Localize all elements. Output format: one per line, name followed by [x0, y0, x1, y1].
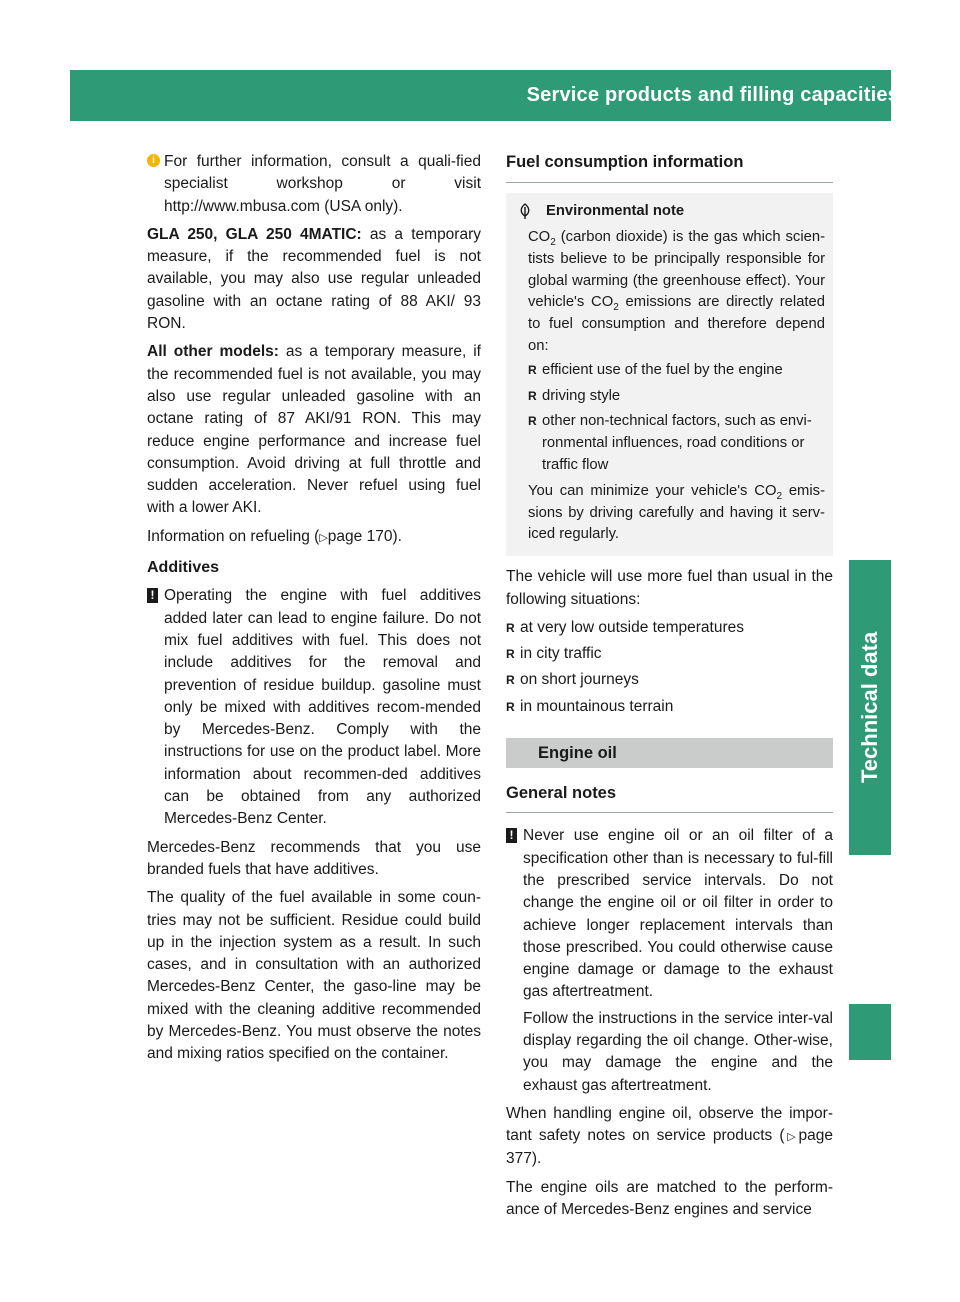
side-tab-label: Technical data: [857, 631, 882, 784]
paragraph-branded-fuels: Mercedes-Benz recommends that you use branded fuels that have additives.: [147, 838, 481, 878]
environmental-note-heading: [546, 201, 825, 223]
side-marker: [849, 1004, 891, 1060]
paragraph-other-models: [147, 341, 481, 519]
paragraph-fuel-quality: The quality of the fuel available in some coun-tries may not be sufficient. Residue could build up in the injection system as a result. In such cases, and in consultation with an authorized Mercedes-Benz Center, the gaso-line may be mixed with the cleaning additive recommended by Mercedes-Benz. You must observe the notes and mixing ratios specified on the container.: [147, 889, 481, 1063]
environmental-note-title: Environmental note: [546, 203, 685, 220]
refueling-text: Information on refueling (: [147, 527, 320, 545]
list-item: R other non-technical factors, such as envi-ronmental influences, road conditions or traffic flow: [528, 411, 825, 476]
list-item: R in mountainous terrain: [506, 696, 833, 718]
info-note: [147, 151, 481, 218]
service-products-page-link[interactable]: page 377).: [506, 1127, 833, 1168]
triangle-right-icon: ▷: [319, 531, 328, 544]
left-column: [147, 151, 481, 1072]
paragraph-more-fuel: The vehicle will use more fuel than usual in the following situations:: [506, 568, 833, 608]
leaf-icon: [516, 202, 534, 220]
warning-icon: !: [147, 588, 158, 603]
co2-subscript-2: 2: [613, 302, 619, 314]
additives-warning: [147, 585, 481, 830]
minimize-text: You can minimize your vehicle's CO: [528, 482, 777, 499]
additives-heading: Additives: [147, 559, 220, 577]
co2-text: CO: [528, 229, 551, 246]
list-item: R efficient use of the fuel by the engine: [528, 360, 825, 382]
general-notes-heading: General notes: [506, 782, 833, 813]
list-item: R at very low outside temperatures: [506, 617, 833, 639]
gla-label: GLA 250, GLA 250 4MATIC:: [147, 225, 362, 243]
engine-oil-warning-text-2: Follow the instructions in the service inter-val display regarding the oil change. Other-wise, you may damage the engine and the exhaust gas aftertreatment.: [523, 1009, 833, 1094]
situations-list: [506, 617, 833, 718]
env-paragraph-minimize: [528, 481, 825, 546]
gla-text: as a temporary measure, if the recommended fuel is not available, you may also use regular unleaded gasoline with an octane rating of 88 AKI/ 93 RON.: [147, 225, 481, 333]
paragraph-engine-oils: The engine oils are matched to the perform-ance of Mercedes-Benz engines and service: [506, 1178, 833, 1219]
fuel-consumption-heading: Fuel consumption information: [506, 151, 833, 183]
header-bar: [70, 70, 944, 121]
co2-text-2: (carbon dioxide) is the gas which scien-tists believe to be principally responsible for global warming (the greenhouse effect). Your vehicle's CO: [528, 229, 825, 311]
page-number: 379: [910, 84, 944, 106]
other-models-text: as a temporary measure, if the recommended fuel is not available, you may also use regular unleaded gasoline with an octane rating of 87 AKI/91 RON. This may reduce engine performance and increase fuel consumption. Avoid driving at full throttle and sudden acceleration. Never refuel using fuel with a lower AKI.: [147, 343, 481, 517]
info-note-text: For further information, consult a quali-fied specialist workshop or visit http://www.mbusa.com (USA only).: [164, 153, 481, 215]
env-paragraph-co2: [528, 227, 825, 358]
co2-subscript: 2: [550, 237, 556, 249]
paragraph-refueling: [147, 526, 481, 549]
co2-text-3: emissions are directly related to fuel consumption and therefore depend on:: [528, 294, 825, 355]
engine-oil-warning-text-1: Never use engine oil or an oil filter of a specification other than is necessary to ful-fill the prescribed service intervals. Do not change the engine oil or oil filter in order to achieve longer replacement intervals than those prescribed. You could otherwise cause engine damage or damage to the exhaust gas aftertreatment.: [523, 827, 833, 1001]
paragraph-handling-oil: [506, 1103, 833, 1171]
info-icon: i: [147, 154, 160, 167]
other-models-label: All other models:: [147, 343, 279, 361]
handling-oil-text: When handling engine oil, observe the impor-tant safety notes on service products (: [506, 1104, 833, 1145]
triangle-right-icon: ▷: [784, 1131, 799, 1144]
co2-subscript-3: 2: [776, 490, 783, 502]
right-column: [506, 151, 833, 1227]
warning-icon: !: [506, 828, 517, 843]
engine-oil-heading: Engine oil: [506, 738, 833, 768]
engine-oil-warning: [506, 825, 833, 1097]
refueling-page-link[interactable]: page 170).: [327, 527, 402, 545]
environmental-note: [506, 193, 833, 556]
additives-warning-text: Operating the engine with fuel additives added later can lead to engine failure. Do not mix fuel additives with fuel. This does not include additives for the removal and prevention of residue buildup. gasoline must only be mixed with additives recom-mended by Mercedes-Benz. Comply with the instructions for use on the product label. More information about recommen-ded additives can be obtained from any authorized Mercedes-Benz Center.: [164, 587, 481, 828]
env-factor-list: [528, 360, 825, 477]
header-title: Service products and filling capacities: [526, 84, 899, 106]
list-item: R on short journeys: [506, 669, 833, 691]
list-item: R in city traffic: [506, 643, 833, 665]
header-separator: [903, 76, 905, 118]
minimize-text-2: emis-sions by driving carefully and having it serv-iced regularly.: [528, 482, 825, 543]
paragraph-gla: [147, 224, 481, 335]
list-item: R driving style: [528, 386, 825, 408]
